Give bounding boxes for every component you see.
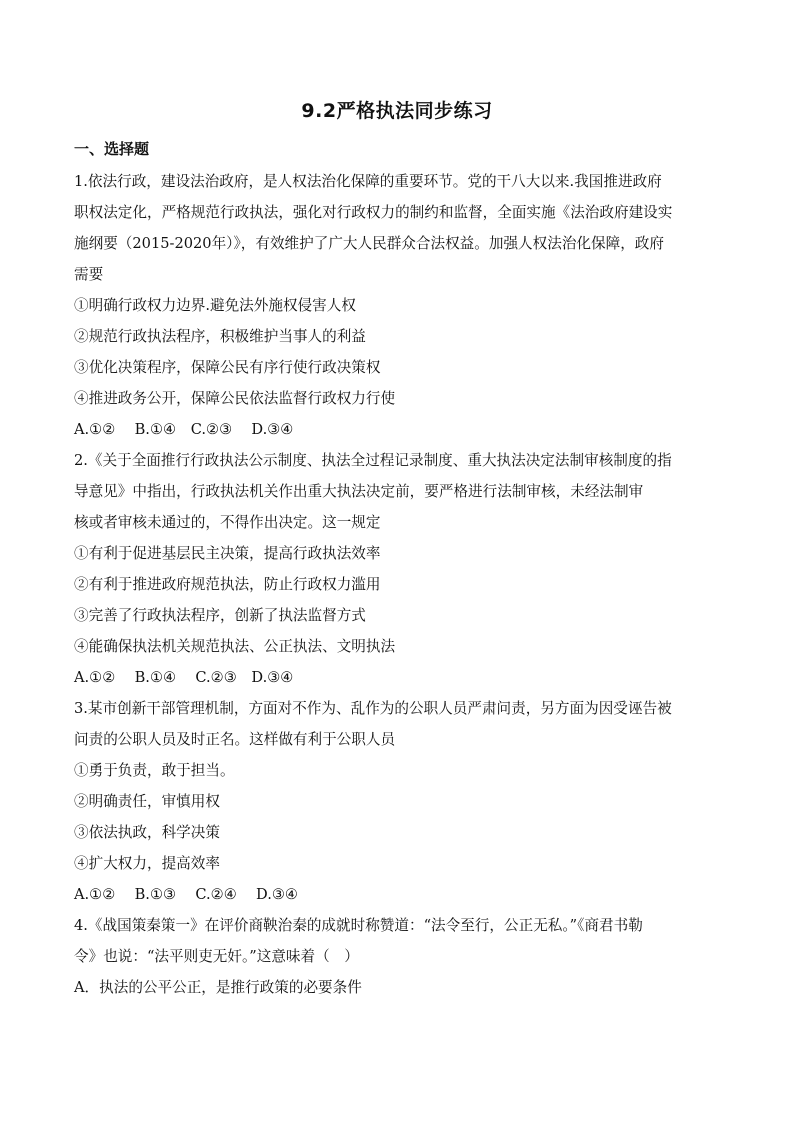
option-line: ①明确行政权力边界.避免法外施权侵害人权 bbox=[74, 297, 356, 314]
question-line: 施纲要（2015-2020年）》，有效维护了广大人民群众合法权益。加强人权法治化保障，政府 bbox=[74, 235, 664, 252]
question-line: 2.《关于全面推行行政执法公示制度、执法全过程记录制度、重大执法决定法制审核制度的指 bbox=[74, 452, 672, 469]
option-line: ③优化决策程序，保障公民有序行使行政决策权 bbox=[74, 359, 381, 376]
option-line: ①勇于负责，敢于担当。 bbox=[74, 762, 235, 779]
option-line: ③依法执政，科学决策 bbox=[74, 824, 220, 841]
question-line: 3.某市创新干部管理机制，方面对不作为、乱作为的公职人员严肃问责，另方面为因受诬告被 bbox=[74, 700, 672, 717]
option-line: ①有利于促进基层民主决策，提高行政执法效率 bbox=[74, 545, 381, 562]
answer-choices: A.①② B.①④ C.②③ D.③④ bbox=[74, 669, 294, 686]
question-line: 1.依法行政，建设法治政府，是人权法治化保障的重要环节。党的干八大以来.我国推进政府 bbox=[74, 173, 662, 190]
option-line: ④能确保执法机关规范执法、公正执法、文明执法 bbox=[74, 638, 396, 655]
option-line: ②明确责任，审慎用权 bbox=[74, 793, 220, 810]
option-line: ④推进政务公开，保障公民依法监督行政权力行使 bbox=[74, 390, 396, 407]
option-line: A．执法的公平公正，是推行政策的必要条件 bbox=[74, 979, 362, 996]
option-line: ②规范行政执法程序，积极维护当事人的利益 bbox=[74, 328, 366, 345]
question-line: 职权法定化，严格规范行政执法，强化对行政权力的制约和监督，全面实施《法治政府建设实 bbox=[74, 204, 673, 221]
answer-choices: A.①② B.①④ C.②③ D.③④ bbox=[74, 421, 294, 438]
option-line: ④扩大权力，提高效率 bbox=[74, 855, 220, 872]
question-line: 4.《战国策秦策一》在评价商鞅治秦的成就时称赞道：“法令至行，公正无私。”《商君书勒 bbox=[74, 917, 643, 934]
question-line: 令》也说：“法平则吏无奸。”这意味着（ ） bbox=[74, 948, 359, 965]
document-title: 9.2严格执法同步练习 bbox=[301, 100, 493, 122]
question-3 bbox=[74, 693, 726, 910]
question-line: 需要 bbox=[74, 266, 104, 283]
section-heading: 一、选择题 bbox=[74, 140, 150, 158]
option-line: ②有利于推进政府规范执法，防止行政权力滥用 bbox=[74, 576, 381, 593]
question-line: 导意见》中指出，行政执法机关作出重大执法决定前，要严格进行法制审核，未经法制审 bbox=[74, 483, 644, 500]
question-2 bbox=[74, 445, 726, 693]
question-list bbox=[74, 166, 726, 1003]
question-4 bbox=[74, 910, 726, 1003]
question-line: 核或者审核未通过的，不得作出决定。这一规定 bbox=[74, 514, 381, 531]
question-1 bbox=[74, 166, 726, 445]
answer-choices: A.①② B.①③ C.②④ D.③④ bbox=[74, 886, 299, 903]
option-line: ③完善了行政执法程序，创新了执法监督方式 bbox=[74, 607, 366, 624]
question-line: 问责的公职人员及时正名。这样做有利于公职人员 bbox=[74, 731, 396, 748]
